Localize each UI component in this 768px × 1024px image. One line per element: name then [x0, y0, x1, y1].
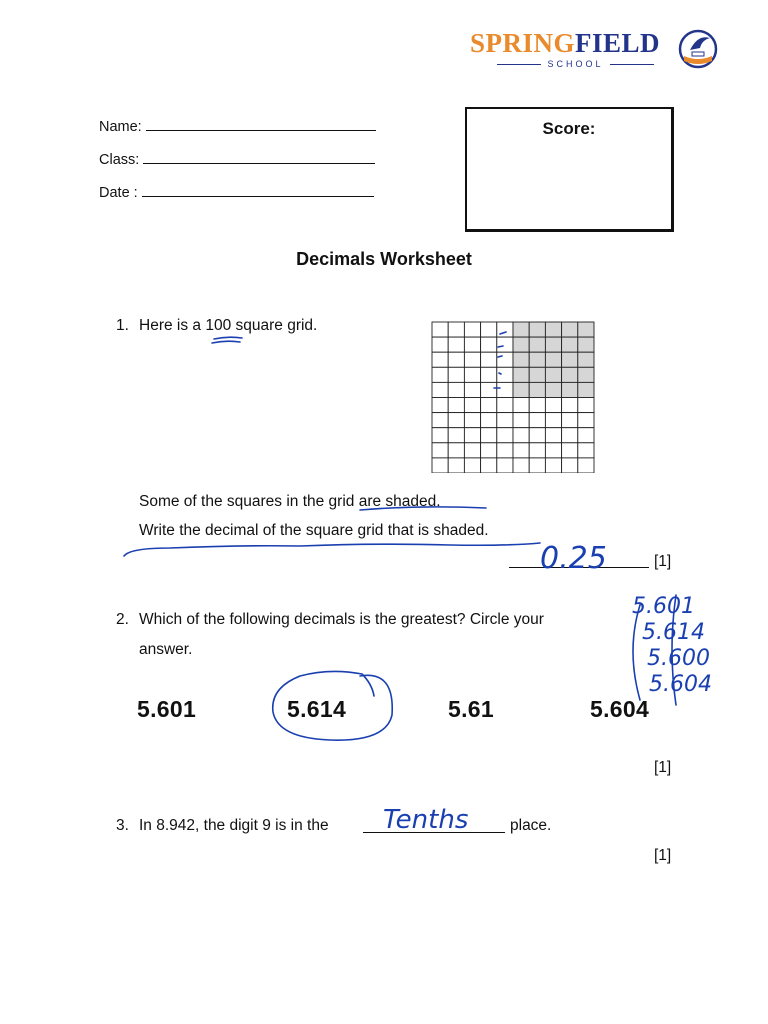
grid-cell	[497, 398, 513, 413]
grid-cell	[448, 413, 464, 428]
grid-cell	[464, 367, 480, 382]
grid-cell	[448, 382, 464, 397]
school-logo	[470, 26, 730, 80]
grid-cell	[545, 413, 561, 428]
grid-cell-shaded	[513, 367, 529, 382]
grid-cell	[464, 413, 480, 428]
grid-cell-shaded	[545, 367, 561, 382]
grid-cell	[448, 443, 464, 458]
class-field: Class:	[99, 149, 375, 168]
grid-cell-shaded	[578, 322, 594, 337]
worksheet-title: Decimals Worksheet	[296, 249, 472, 269]
grid-cell-shaded	[529, 382, 545, 397]
grid-cell	[432, 367, 448, 382]
grid-cell	[481, 382, 497, 397]
grid-cell	[448, 458, 464, 473]
q2-line2: answer.	[139, 641, 193, 658]
grid-cell	[432, 352, 448, 367]
grid-cell	[481, 322, 497, 337]
grid-cell	[497, 367, 513, 382]
grid-cell-shaded	[578, 337, 594, 352]
grid-cell	[432, 337, 448, 352]
grid-cell-shaded	[562, 337, 578, 352]
grid-cell-shaded	[562, 322, 578, 337]
grid-cell	[481, 352, 497, 367]
grid-cell	[464, 443, 480, 458]
date-field: Date :	[99, 182, 374, 201]
q2-option-2: 5.614	[287, 696, 347, 722]
grid-cell	[562, 413, 578, 428]
grid-cell	[513, 443, 529, 458]
grid-cell-shaded	[578, 352, 594, 367]
grid-cell-shaded	[513, 337, 529, 352]
grid-cell	[464, 337, 480, 352]
hundred-square-grid	[431, 321, 595, 473]
grid-cell	[497, 382, 513, 397]
grid-cell	[513, 428, 529, 443]
grid-cell	[481, 367, 497, 382]
grid-cell	[448, 398, 464, 413]
grid-cell	[481, 428, 497, 443]
ink-working-4: 5.604	[649, 672, 712, 697]
grid-cell	[464, 458, 480, 473]
ink-working-1: 5.601	[632, 594, 695, 619]
score-box	[465, 107, 674, 232]
grid-cell	[497, 428, 513, 443]
grid-cell	[529, 428, 545, 443]
grid-cell	[513, 458, 529, 473]
grid-cell	[513, 413, 529, 428]
grid-cell	[497, 322, 513, 337]
grid-cell-shaded	[545, 337, 561, 352]
grid-cell	[497, 413, 513, 428]
q3-number: 3.	[116, 817, 129, 834]
ink-q1-answer: 0.25	[540, 541, 607, 576]
grid-cell	[562, 458, 578, 473]
grid-cell	[448, 322, 464, 337]
grid-cell	[529, 443, 545, 458]
q2-text: Which of the following decimals is the greatest? Circle your	[139, 611, 544, 628]
grid-cell-shaded	[545, 382, 561, 397]
date-line	[142, 182, 374, 197]
grid-cell	[464, 428, 480, 443]
grid-cell	[448, 367, 464, 382]
ink-bracket-left	[633, 605, 640, 700]
grid-cell	[432, 413, 448, 428]
grid-cell	[545, 443, 561, 458]
grid-cell	[432, 428, 448, 443]
grid-cell-shaded	[529, 367, 545, 382]
grid-cell	[578, 428, 594, 443]
grid-cell	[497, 458, 513, 473]
ink-long-line	[124, 543, 540, 556]
grid-cell-shaded	[545, 352, 561, 367]
grid-cell	[529, 458, 545, 473]
grid-cell	[481, 458, 497, 473]
ink-underline-100	[214, 337, 242, 339]
grid-cell-shaded	[562, 352, 578, 367]
ink-working-2: 5.614	[642, 620, 705, 645]
grid-cell	[513, 398, 529, 413]
grid-cell	[481, 413, 497, 428]
ink-q3-answer: Tenths	[383, 805, 469, 835]
grid-cell	[464, 322, 480, 337]
grid-cell	[464, 382, 480, 397]
grid-cell	[529, 398, 545, 413]
q2-number: 2.	[116, 611, 129, 628]
grid-cell	[562, 443, 578, 458]
q1-line3: Write the decimal of the square grid that is shaded.	[139, 522, 489, 539]
ink-bracket-right	[672, 595, 676, 705]
q2-option-1: 5.601	[137, 696, 197, 722]
q1-number: 1.	[116, 317, 129, 334]
q3-text-before: In 8.942, the digit 9 is in the	[139, 817, 329, 834]
q1-answer-line	[509, 567, 649, 568]
grid-cell	[481, 443, 497, 458]
grid-cell-shaded	[562, 367, 578, 382]
grid-cell	[578, 398, 594, 413]
grid-cell	[529, 413, 545, 428]
grid-cell	[448, 337, 464, 352]
grid-cell	[481, 398, 497, 413]
grid-cell	[432, 458, 448, 473]
class-line	[143, 149, 375, 164]
name-field: Name:	[99, 116, 376, 135]
q1-mark: [1]	[654, 553, 672, 570]
grid-cell	[432, 322, 448, 337]
grid-cell	[448, 352, 464, 367]
grid-cell-shaded	[513, 382, 529, 397]
grid-cell-shaded	[513, 352, 529, 367]
score-label: Score:	[542, 119, 596, 138]
grid-cell	[578, 443, 594, 458]
logo-subtitle: SCHOOL	[478, 59, 673, 69]
grid-cell-shaded	[545, 322, 561, 337]
grid-cell-shaded	[578, 382, 594, 397]
q3-mark: [1]	[654, 847, 672, 864]
q2-option-4: 5.604	[590, 696, 650, 722]
grid-cell-shaded	[562, 382, 578, 397]
grid-cell	[545, 458, 561, 473]
grid-cell	[464, 398, 480, 413]
grid-cell	[464, 352, 480, 367]
grid-cell	[578, 458, 594, 473]
grid-cell	[545, 428, 561, 443]
q1-line2: Some of the squares in the grid are shaded.	[139, 493, 441, 510]
logo-wordmark: SPRINGFIELD	[470, 28, 661, 58]
grid-cell-shaded	[529, 322, 545, 337]
ink-working-3: 5.600	[647, 646, 710, 671]
grid-cell	[497, 443, 513, 458]
grid-cell-shaded	[513, 322, 529, 337]
name-line	[146, 116, 376, 131]
grid-cell	[562, 428, 578, 443]
q1-text: Here is a 100 square grid.	[139, 317, 318, 334]
q2-option-3: 5.61	[448, 696, 494, 722]
grid-cell	[562, 398, 578, 413]
grid-cell	[448, 428, 464, 443]
grid-cell-shaded	[578, 367, 594, 382]
grid-cell	[497, 337, 513, 352]
grid-cell	[578, 413, 594, 428]
grid-cell	[432, 382, 448, 397]
grid-cell	[432, 443, 448, 458]
grid-cell	[545, 398, 561, 413]
grid-cell	[497, 352, 513, 367]
grid-cell-shaded	[529, 337, 545, 352]
grid-cell	[481, 337, 497, 352]
q3-text-after: place.	[510, 817, 552, 834]
grid-cell-shaded	[529, 352, 545, 367]
school-crest-icon	[678, 28, 718, 70]
grid-cell	[432, 398, 448, 413]
q2-mark: [1]	[654, 759, 672, 776]
q3-answer-line	[363, 832, 505, 833]
